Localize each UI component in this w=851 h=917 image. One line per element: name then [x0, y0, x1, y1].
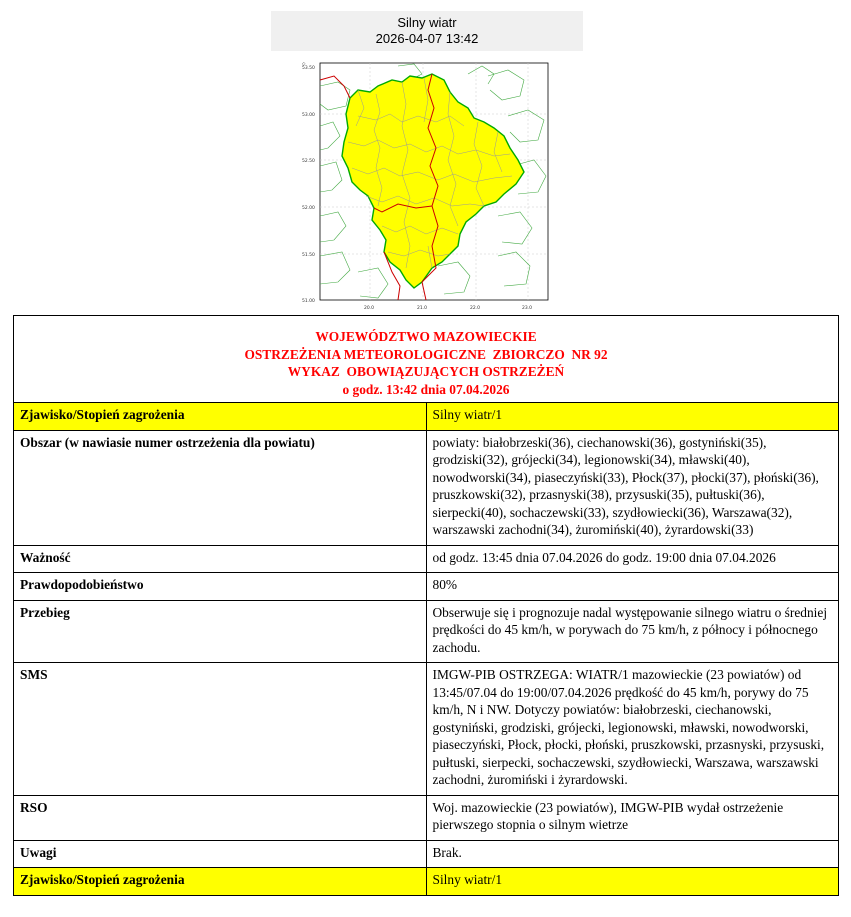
map-header — [271, 11, 583, 51]
table-header-row — [14, 316, 839, 403]
table-row-sms — [14, 663, 839, 796]
table-row-area — [14, 430, 839, 545]
row-label: SMS — [14, 663, 427, 796]
row-label: Zjawisko/Stopień zagrożenia — [14, 403, 427, 431]
lon-label: 20.0 — [364, 306, 375, 311]
row-label: Przebieg — [14, 600, 427, 663]
row-label: RSO — [14, 795, 427, 840]
row-value: od godz. 13:45 dnia 07.04.2026 do godz. 19:00 dnia 07.04.2026 — [426, 545, 839, 573]
map-phenomenon: Silny wiatr — [397, 15, 457, 30]
lon-label: 23.0 — [522, 306, 533, 311]
table-row-phenomenon — [14, 403, 839, 431]
row-value: 80% — [426, 573, 839, 601]
title-line-time: o godz. 13:42 dnia 07.04.2026 — [342, 381, 510, 397]
map-datetime: 2026-04-07 13:42 — [375, 31, 479, 46]
warning-map-svg — [298, 56, 555, 318]
lat-label: 53.00 — [302, 113, 315, 118]
row-value: IMGW-PIB OSTRZEGA: WIATR/1 mazowieckie (23 powiatów) od 13:45/07.04 do 19:00/07.04.2026 prędkość do 45 km/h, porywy do 75 km/h, N i NW. Dotyczy powiatów: białobrzeski, ciechanowski, gostyniński, grodziski, grójecki, legionowski, mławski, nowodworski, piaseczyński, Płock, płocki, płoński, pruszkowski, przasnyski, przysuski, pułtuski, sierpecki, sochaczewski, szydłowiecki, Warszawa, warszawski zachodni, żuromiński i żyrardowski. — [426, 663, 839, 796]
table-row-rso — [14, 795, 839, 840]
row-value: Silny wiatr/1 — [426, 403, 839, 431]
row-value: Obserwuje się i prognozuje nadal występowanie silnego wiatru o średniej prędkości do 45 km/h, w porywach do 75 km/h, z północy i północnego zachodu. — [426, 600, 839, 663]
row-label: Zjawisko/Stopień zagrożenia — [14, 868, 427, 896]
lon-label: 22.0 — [470, 306, 481, 311]
row-value: Brak. — [426, 840, 839, 868]
lat-label: 51.00 — [302, 299, 315, 304]
row-value: Woj. mazowieckie (23 powiatów), IMGW-PIB wydał ostrzeżenie pierwszego stopnia o silnym wietrze — [426, 795, 839, 840]
row-label: Ważność — [14, 545, 427, 573]
title-line-list: WYKAZ OBOWIĄZUJĄCYCH OSTRZEŻEŃ — [287, 364, 565, 379]
table-title — [14, 316, 839, 403]
warnings-table — [13, 315, 839, 896]
warning-map — [298, 56, 555, 318]
lat-label: 52.50 — [302, 159, 315, 164]
title-line-region: WOJEWÓDZTWO MAZOWIECKIE — [315, 329, 537, 344]
lat-label: 52.00 — [302, 206, 315, 211]
row-value: powiaty: białobrzeski(36), ciechanowski(36), gostyniński(35), grodziski(32), grójecki(34), legionowski(34), mławski(40), nowodworski(34), piaseczyński(33), Płock(37), płocki(37), płoński(36), pruszkowski(32), przasnyski(38), przysuski(35), pułtuski(36), sierpecki(40), sochaczewski(33), szydłowiecki(36), Warszawa(32), warszawski zachodni(34), żuromiński(40), żyrardowski(33) — [426, 430, 839, 545]
row-label: Obszar (w nawiasie numer ostrzeżenia dla powiatu) — [14, 430, 427, 545]
lat-label: 51.50 — [302, 253, 315, 258]
table-row-course — [14, 600, 839, 663]
table-row-phenomenon-footer — [14, 868, 839, 896]
row-value: Silny wiatr/1 — [426, 868, 839, 896]
lat-label: 53.50 — [302, 66, 315, 71]
title-line-bulletin: OSTRZEŻENIA METEOROLOGICZNE ZBIORCZO NR 92 — [244, 346, 608, 362]
table-row-remarks — [14, 840, 839, 868]
row-label: Prawdopodobieństwo — [14, 573, 427, 601]
lon-label: 21.0 — [417, 306, 428, 311]
map-corner-label: ◇ — [302, 62, 306, 67]
table-row-probability — [14, 573, 839, 601]
row-label: Uwagi — [14, 840, 427, 868]
table-row-validity — [14, 545, 839, 573]
